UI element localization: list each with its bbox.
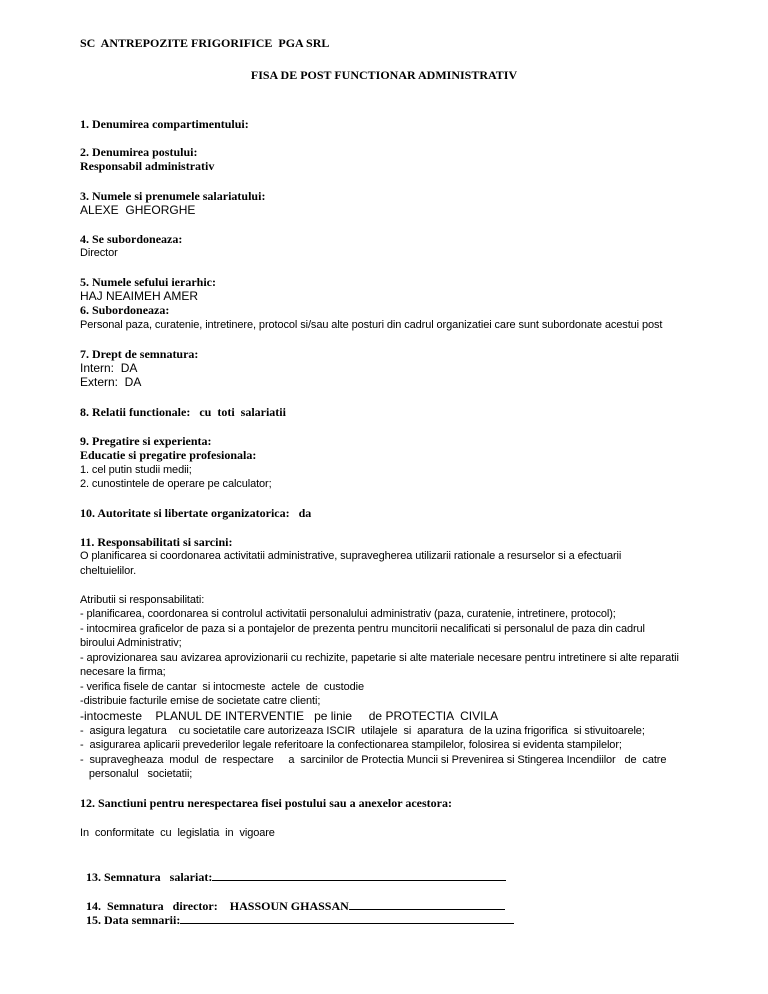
section-11-summary-line: O planificarea si coordonarea activitatii administrative, supravegherea utilizarii rationale a resurselor si a efectuarii bbox=[80, 550, 622, 562]
section-1-heading: 1. Denumirea compartimentului: bbox=[80, 117, 249, 131]
attribute-line: necesare la firma; bbox=[80, 666, 166, 678]
attribute-line: -intocmeste PLANUL DE INTERVENTIE pe linie de PROTECTIA CIVILA bbox=[80, 709, 499, 723]
section-9-heading: 9. Pregatire si experienta: bbox=[80, 434, 212, 448]
section-9-item: 1. cel putin studii medii; bbox=[80, 464, 192, 476]
attribute-line: - planificarea, coordonarea si controlul activitatii personalului administrativ (paza, curatenie, intretinere, protocol); bbox=[80, 608, 616, 620]
section-10-heading: 10. Autoritate si libertate organizatorica: da bbox=[80, 506, 312, 520]
attribute-line: - supravegheaza modul de respectare a sarcinilor de Protectia Muncii si Prevenirea si Stingerea Incendiilor de catre bbox=[80, 754, 667, 766]
attribute-line: personalul societatii; bbox=[80, 768, 193, 780]
section-2-heading: 2. Denumirea postului: bbox=[80, 145, 198, 159]
signing-date-line[interactable] bbox=[180, 912, 514, 924]
section-3-value: ALEXE GHEORGHE bbox=[80, 203, 196, 217]
attribute-line: - asigura legatura cu societatile care autorizeaza ISCIR utilajele si aparatura de la uzina frigorifica si stivuitoarele; bbox=[80, 725, 645, 737]
section-4-heading: 4. Se subordoneaza: bbox=[80, 232, 183, 246]
company-name: SC ANTREPOZITE FRIGORIFICE PGA SRL bbox=[80, 36, 330, 50]
attribute-line: - aprovizionarea sau avizarea aprovizionarii cu rechizite, papetarie si alte materiale necesare pentru intretinere si alte reparatii bbox=[80, 652, 679, 664]
director-name: HASSOUN GHASSAN bbox=[229, 899, 349, 913]
section-6-value: Personal paza, curatenie, intretinere, protocol si/sau alte posturi din cadrul organizatiei care sunt subordonate acestui post bbox=[80, 319, 663, 331]
section-6-heading: 6. Subordoneaza: bbox=[80, 303, 170, 317]
section-9-subheading: Educatie si pregatire profesionala: bbox=[80, 448, 257, 462]
section-11-heading: 11. Responsabilitati si sarcini: bbox=[80, 535, 233, 549]
employee-signature-line[interactable] bbox=[212, 869, 506, 881]
document-title: FISA DE POST FUNCTIONAR ADMINISTRATIV bbox=[250, 68, 518, 82]
signing-date-row bbox=[80, 898, 514, 927]
director-signature-label: 14. Semnatura director: bbox=[86, 899, 218, 913]
attribute-line: -distribuie facturile emise de societate catre clienti; bbox=[80, 695, 321, 707]
section-9-item: 2. cunostintele de operare pe calculator; bbox=[80, 478, 272, 490]
attributes-label: Atributii si responsabilitati: bbox=[80, 594, 205, 606]
employee-signature-label: 13. Semnatura salariat: bbox=[86, 870, 213, 884]
section-5-heading: 5. Numele sefului ierarhic: bbox=[80, 275, 216, 289]
attribute-line: - asigurarea aplicarii prevederilor legale referitoare la confectionarea stampilelor, folosirea si evidenta stampilelor; bbox=[80, 739, 622, 751]
section-7-intern: Intern: DA bbox=[80, 361, 138, 375]
section-12-heading: 12. Sanctiuni pentru nerespectarea fisei postului sau a anexelor acestora: bbox=[80, 796, 452, 810]
section-7-heading: 7. Drept de semnatura: bbox=[80, 347, 199, 361]
signing-date-label: 15. Data semnarii: bbox=[86, 913, 181, 927]
attribute-line: - verifica fisele de cantar si intocmeste actele de custodie bbox=[80, 681, 365, 693]
section-5-value: HAJ NEAIMEH AMER bbox=[80, 289, 199, 303]
section-3-heading: 3. Numele si prenumele salariatului: bbox=[80, 189, 266, 203]
section-11-summary-line: cheltuielilor. bbox=[80, 565, 137, 577]
section-4-value: Director bbox=[80, 247, 118, 259]
employee-signature-row bbox=[80, 855, 506, 884]
section-12-text: In conformitate cu legislatia in vigoare bbox=[80, 827, 275, 839]
attribute-line: - intocmirea graficelor de paza si a pontajelor de prezenta pentru muncitorii necalificati si personalul de paza din cadrul bbox=[80, 623, 645, 635]
section-8-heading: 8. Relatii functionale: cu toti salariatii bbox=[80, 405, 286, 419]
section-2-value: Responsabil administrativ bbox=[80, 159, 215, 173]
section-7-extern: Extern: DA bbox=[80, 375, 142, 389]
attribute-line: biroului Administrativ; bbox=[80, 637, 182, 649]
